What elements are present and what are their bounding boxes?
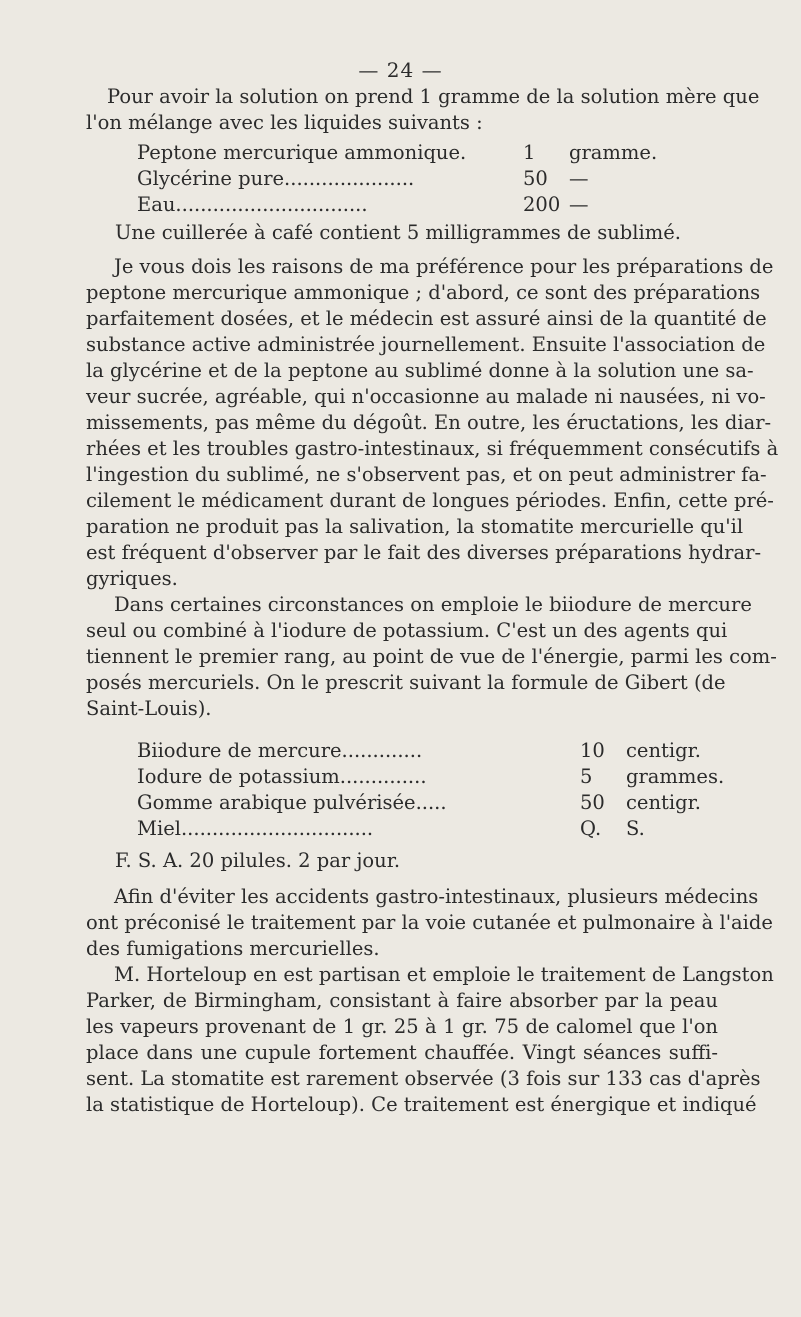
recipe-1-item: Peptone mercurique ammonique.	[137, 141, 467, 164]
recipe-2-item: Miel...............................	[137, 817, 374, 840]
recipe-1-item: Eau...............................	[137, 193, 368, 216]
para-3-line: Afin d'éviter les accidents gastro-intestinaux, plusieurs médecins	[114, 885, 759, 908]
para-1-line: cilement le médicament durant de longues périodes. Enfin, cette pré-	[86, 489, 774, 512]
para-1-line: paration ne produit pas la salivation, la stomatite mercurielle qu'il	[86, 515, 744, 538]
recipe-2-item: Iodure de potassium..............	[137, 765, 427, 788]
para-2-line: seul ou combiné à l'iodure de potassium. C'est un des agents qui	[86, 619, 728, 642]
para-3-line: des fumigations mercurielles.	[86, 937, 380, 960]
para-1-line: rhées et les troubles gastro-intestinaux, si fréquemment consécutifs à	[86, 437, 779, 460]
recipe-1-item: Glycérine pure.....................	[137, 167, 415, 190]
para-4-line: la statistique de Horteloup). Ce traitement est énergique et indiqué	[86, 1093, 757, 1116]
intro-line-1: Pour avoir la solution on prend 1 gramme de la solution mère que	[107, 85, 760, 108]
para-1-line: est fréquent d'observer par le fait des diverses préparations hydrar-	[86, 541, 762, 564]
para-1-line: substance active administrée journellement. Ensuite l'association de	[86, 333, 766, 356]
para-2-line: posés mercuriels. On le prescrit suivant la formule de Gibert (de	[86, 671, 726, 694]
para-1-line: parfaitement dosées, et le médecin est assuré ainsi de la quantité de	[86, 307, 767, 330]
para-2-line: tiennent le premier rang, au point de vue de l'énergie, parmi les com-	[86, 645, 777, 668]
fsa-line: F. S. A. 20 pilules. 2 par jour.	[115, 849, 401, 872]
page-number: — 24 —	[358, 58, 443, 82]
para-1-line: l'ingestion du sublimé, ne s'observent pas, et on peut administrer fa-	[86, 463, 767, 486]
para-4-line: sent. La stomatite est rarement observée (3 fois sur 133 cas d'après	[86, 1067, 761, 1090]
para-4-line: M. Horteloup en est partisan et emploie le traitement de Langston	[114, 963, 774, 986]
para-1-line: Je vous dois les raisons de ma préférence pour les préparations de	[114, 255, 774, 278]
dose-line: Une cuillerée à café contient 5 milligrammes de sublimé.	[115, 221, 681, 244]
book-page: — 24 — Pour avoir la solution on prend 1 gramme de la solution mère que l'on mélange avec les liquides suivants : Peptone mercurique ammonique. 1 gramme. Glycérine pure..................... 50 — Eau............................... 200 — Une cuillerée à café contient 5 milligrammes de sublimé. Je vous dois les raisons de ma préférence pour les préparations de peptone mercurique ammonique ; d'abord, ce sont des préparations parfaitement dosées, et le médecin est assuré ainsi de la quantité de substance active administrée journellement. Ensuite l'association de la glycérine et de la peptone au sublimé donne à la solution une sa- veur sucrée, agréable, qui n'occasionne au malade ni nausées, ni vo- missements, pas même du dégoût. En outre, les éructations, les diar- rhées et les troubles gastro-intestinaux, si fréquemment consécutifs à l'ingestion du sublimé, ne s'observent pas, et on peut administrer fa- cilement le médicament durant de longues périodes. Enfin, cette pré- paration ne produit pas la salivation, la stomatite mercurielle qu'il est fréquent d'observer par le fait des diverses préparations hydrar- gyriques. Dans certaines circonstances on emploie le biiodure de mercure seul ou combiné à l'iodure de potassium. C'est un des agents qui tiennent le premier rang, au point de vue de l'énergie, parmi les com- posés mercuriels. On le prescrit suivant la formule de Gibert (de Saint-Louis). Biiodure de mercure............. 10 centigr. Iodure de potassium.............. 5 grammes. Gomme arabique pulvérisée..... 50 centigr. Miel............................... Q. S. F. S. A. 20 pilules. 2 par jour. Afin d'éviter les accidents gastro-intestinaux, plusieurs médecins ont préconisé le traitement par la voie cutanée et pulmonaire à l'aide des fumigations mercurielles. M. Horteloup en est partisan et emploie le traitement de Langston Parker, de Birmingham, consistant à faire absorber par la peau les vapeurs provenant de 1 gr. 25 à 1 gr. 75 de calomel que l'on place dans une cupule fortement chauffée. Vingt séances suffi- sent. La stomatite est rarement observée (3 fois sur 133 cas d'après la statistique de Horteloup). Ce traitement est énergique et indiqué	[0, 0, 801, 1317]
para-4-line: les vapeurs provenant de 1 gr. 25 à 1 gr. 75 de calomel que l'on	[86, 1015, 718, 1038]
para-1-line: missements, pas même du dégoût. En outre, les éructations, les diar-	[86, 411, 772, 434]
para-1-line: veur sucrée, agréable, qui n'occasionne au malade ni nausées, ni vo-	[86, 385, 766, 408]
intro-line-2: l'on mélange avec les liquides suivants :	[86, 111, 483, 134]
recipe-2-item: Gomme arabique pulvérisée.....	[137, 791, 447, 814]
para-3-line: ont préconisé le traitement par la voie cutanée et pulmonaire à l'aide	[86, 911, 773, 934]
para-4-line: Parker, de Birmingham, consistant à faire absorber par la peau	[86, 989, 718, 1012]
para-2-line: Saint-Louis).	[86, 697, 212, 720]
para-1-line: la glycérine et de la peptone au sublimé donne à la solution une sa-	[86, 359, 754, 382]
para-2-line: Dans certaines circonstances on emploie le biiodure de mercure	[114, 593, 752, 616]
para-1-line: gyriques.	[86, 567, 178, 590]
para-4-line: place dans une cupule fortement chauffée. Vingt séances suffi-	[86, 1041, 718, 1064]
recipe-2-item: Biiodure de mercure.............	[137, 739, 423, 762]
para-1-line: peptone mercurique ammonique ; d'abord, ce sont des préparations	[86, 281, 761, 304]
